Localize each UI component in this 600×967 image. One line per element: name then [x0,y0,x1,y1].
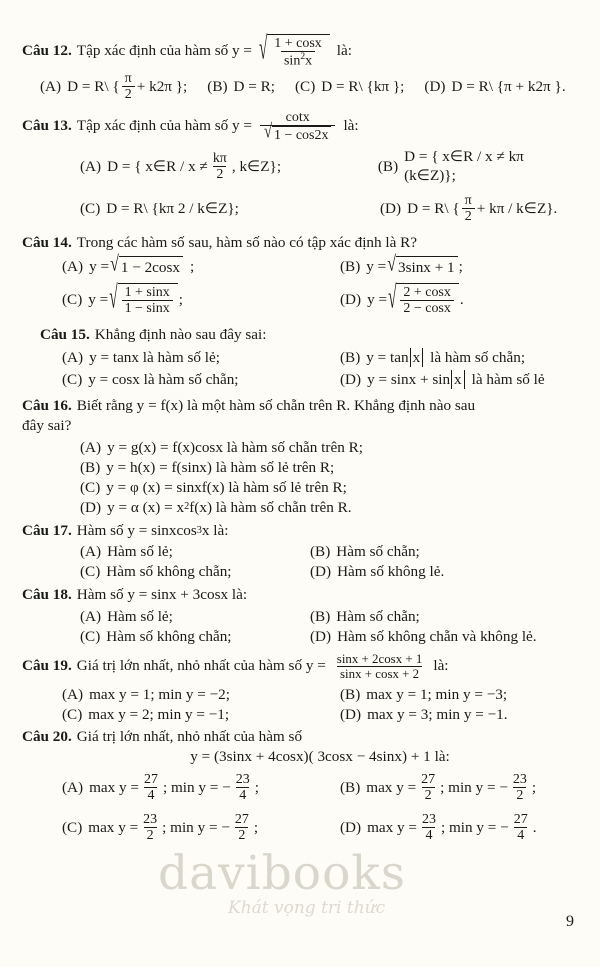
option-c[interactable] [80,478,347,497]
fraction [122,71,135,102]
radical-sign: √ [387,252,396,276]
option-d[interactable] [340,280,464,317]
option-c-pre: y = [88,291,109,309]
option-d[interactable] [340,370,545,389]
option-b-text: D = R; [233,77,275,95]
sqrt-expression [258,31,330,69]
option-a-text: y = g(x) = f(x)cosx là hàm số chẵn trên R; [107,438,363,456]
option-d-text: Hàm số không chẵn và không lẻ. [337,627,537,645]
radicand: 3sinx + 1 [396,256,458,277]
option-d-text: D = R\ {π + k2π }. [451,77,566,95]
sqrt-expression [263,121,332,144]
option-c-post: ; [178,291,183,309]
options-row [22,607,578,626]
radicand: 1 − cos2x [272,126,331,143]
option-a-key: (A) [62,257,84,275]
question-cau14 [22,234,578,316]
option-d-key: (D) [340,370,362,388]
question-cau20 [22,728,578,843]
option-b[interactable] [340,348,525,367]
options-row [22,772,578,803]
option-a-text-post: , k∈Z}; [231,157,282,175]
radicand [267,34,329,69]
fraction [510,772,530,803]
option-b-pre: y = [366,257,387,275]
question-cau12 [22,31,578,102]
option-c[interactable] [62,280,340,317]
option-d-pre: y = [367,291,388,309]
option-b-text: max y = 1; min y = −3; [366,685,508,703]
option-a-text: max y = 1; min y = −2; [89,685,230,703]
options-row [22,348,578,367]
fraction-denominator: 2 [422,787,435,803]
fraction [418,772,438,803]
option-b-text: y = h(x) = f(sinx) là hàm số lẻ trên R; [106,458,335,476]
fraction-denominator: 2 [122,86,135,102]
fraction-denominator: 2 [513,787,526,803]
question-stem [22,522,578,541]
fraction [400,285,453,316]
fraction-numerator: 23 [422,811,436,827]
options-row [22,478,578,497]
fraction-denominator: 4 [236,787,249,803]
page-content [22,31,578,846]
watermark-logo: davibooks [158,846,406,901]
question-number: Câu 17. [22,521,72,539]
question-tail: là: [433,657,449,675]
fraction-numerator: π [464,193,472,209]
option-d-text-post: + kπ / k∈Z}. [476,200,558,218]
option-b-post: ; [458,257,463,275]
fraction-numerator: cotx [285,110,310,126]
option-b-post: là hàm số chẵn; [430,348,526,366]
question-number: Câu 16. [22,396,72,414]
question-text: Trong các hàm số sau, hàm số nào có tập xác định là R? [76,234,418,252]
question-exponent: 3 [196,524,202,536]
fraction [233,772,253,803]
fraction-numerator: kπ [212,150,227,166]
fraction [462,193,475,224]
option-b[interactable] [340,252,463,277]
fraction-denominator: 2 [144,827,157,843]
den-tail: x [305,53,313,69]
question-stem [22,110,578,143]
den-exponent: 2 [300,52,306,63]
option-b-key: (B) [377,157,399,175]
fraction-numerator: 23 [143,811,158,827]
radical-sign: √ [109,280,118,317]
question-text: Tập xác định của hàm số y = [76,117,252,135]
option-a-text: D = R\ { [67,77,120,95]
option-c-key: (C) [80,563,101,581]
option-d[interactable] [340,812,537,843]
question-number: Câu 15. [40,326,90,344]
option-a-text: Hàm số lẻ; [107,543,173,561]
option-a-key: (A) [80,438,102,456]
option-c-text: D = R\ {kπ 2 / k∈Z}; [106,200,239,218]
fraction [141,772,161,803]
question-stem [22,652,578,681]
question-stem [22,586,578,605]
fraction-numerator: 23 [512,772,527,788]
option-d-pre: y = sinx + sin [367,370,451,388]
question-stem-line2 [22,417,578,436]
question-cau17 [22,522,578,582]
option-c-post: ; [253,818,259,836]
option-a-key: (A) [62,779,84,797]
option-d[interactable] [80,498,352,517]
question-cau15 [22,326,578,389]
option-a-text: y = tanx là hàm số lẻ; [89,348,220,366]
sqrt-expression [109,280,177,317]
fraction-denominator [260,121,336,144]
options-row [22,685,578,704]
watermark-tagline: Khát vọng tri thức [228,898,386,918]
options-row [22,438,578,457]
question-text-post: x là: [201,521,229,539]
option-b-text: D = { x∈R / x ≠ kπ (k∈Z)}; [404,148,524,185]
option-d-pre: max y = [367,818,417,836]
options-row [22,542,578,561]
fraction-denominator [281,51,315,69]
option-b[interactable] [310,542,420,561]
fraction [511,812,531,843]
option-c-key: (C) [80,200,101,218]
option-d[interactable] [424,77,565,96]
option-c-pre: max y = [88,818,139,836]
option-d-post: f(x) là hàm số chẵn trên R. [189,498,352,516]
options-row [22,627,578,646]
radical-sign: √ [110,252,119,276]
option-c-text: Hàm số không chẵn; [106,627,232,645]
options-row [22,147,578,185]
page-number: 9 [566,913,574,930]
option-d[interactable] [310,562,444,581]
option-a-key: (A) [80,157,102,175]
option-b-pre: max y = [366,779,417,797]
option-b[interactable] [340,685,507,704]
option-d[interactable] [340,705,508,724]
options-row [22,71,578,102]
fraction [122,285,173,316]
fraction-numerator: 2 + cosx [403,284,451,300]
radical-sign: √ [258,31,268,68]
option-b-pre: y = tan [366,348,409,366]
option-a-pre: y = [89,257,110,275]
question-number: Câu 14. [22,234,72,252]
question-text-2: đây sai? [22,417,72,435]
option-c[interactable] [80,627,310,646]
option-a[interactable] [62,685,340,704]
sqrt-expression [110,252,183,277]
option-d[interactable] [380,193,557,224]
question-tail: là: [343,117,359,135]
options-row [22,705,578,724]
option-d-exponent: 2 [184,500,190,512]
option-d-text: Hàm số không lẻ. [337,563,445,581]
option-b[interactable] [310,607,420,626]
option-b-key: (B) [207,77,228,95]
options-row [22,193,578,224]
option-b-text: Hàm số chẵn; [336,543,420,561]
option-b-key: (B) [340,779,361,797]
option-c[interactable] [295,77,404,96]
option-a[interactable] [40,71,187,102]
fraction-denominator: 4 [144,787,157,803]
sqrt-expression [387,252,457,277]
option-a[interactable] [80,438,363,457]
option-a-tail: + k2π }; [136,77,188,95]
fraction-denominator: 1 − sinx [122,300,173,316]
option-a[interactable] [62,348,340,367]
option-c[interactable] [62,370,340,389]
question-number: Câu 19. [22,657,72,675]
sqrt-expression [388,280,459,317]
option-c[interactable] [62,812,340,843]
option-b[interactable] [207,77,275,96]
fraction-denominator: 2 − cosx [400,300,453,316]
question-text: Khẳng định nào sau đây sai: [94,326,267,344]
question-cau19 [22,652,578,724]
option-b-mid: ; min y = − [440,779,508,797]
options-row [22,252,578,277]
option-a[interactable] [62,772,340,803]
option-a-key: (A) [80,543,102,561]
fraction-denominator: sinx + cosx + 2 [337,666,422,681]
option-c-key: (C) [62,370,83,388]
radicand [396,283,458,316]
radicand [118,283,178,316]
question-cau18 [22,586,578,646]
question-text: Giá trị lớn nhất, nhỏ nhất của hàm số y = [76,657,326,675]
option-a-key: (A) [62,348,84,366]
option-a-pre: max y = [89,779,139,797]
option-c[interactable] [62,705,340,724]
option-a-key: (A) [80,607,102,625]
fraction-numerator: 27 [144,772,158,788]
option-c-key: (C) [295,77,316,95]
absolute-value: x [410,348,424,367]
question-stem [22,31,578,69]
option-b[interactable] [80,458,334,477]
question-text: Tập xác định của hàm số y = [76,42,252,60]
option-b-key: (B) [340,685,361,703]
question-stem [22,234,578,253]
question-text: Hàm số y = sinx + 3cosx là: [76,586,248,604]
option-d-key: (D) [340,705,362,723]
question-text: Biết rằng y = f(x) là một hàm số chẵn trên R. Khẳng định nào sau [76,396,476,414]
option-d-key: (D) [310,627,332,645]
option-c-key: (C) [62,291,83,309]
question-formula: y = (3sinx + 4cosx)( 3cosx − 4sinx) + 1 là: [190,748,450,766]
option-d[interactable] [310,627,537,646]
option-b-text: Hàm số chẵn; [336,607,420,625]
option-c-key: (C) [80,627,101,645]
question-stem [22,728,578,747]
fraction-numerator: 27 [421,772,436,788]
option-d-key: (D) [340,291,362,309]
option-c-text: Hàm số không chẵn; [106,563,232,581]
fraction-numerator: 1 + sinx [124,284,170,300]
question-cau16 [22,397,578,517]
option-b-key: (B) [310,543,331,561]
radicand: 1 − 2cosx [119,256,183,277]
fraction-denominator: 4 [422,827,435,843]
options-row [22,458,578,477]
radical-sign: √ [263,121,273,144]
option-b[interactable] [340,772,536,803]
option-d-key: (D) [424,77,446,95]
option-a-post: ; [254,779,259,797]
option-b[interactable] [378,147,578,185]
option-c-key: (C) [62,818,83,836]
absolute-value: x [451,370,465,389]
option-a-mid: ; min y = − [162,779,231,797]
options-row [22,562,578,581]
option-a[interactable] [80,607,310,626]
option-a-key: (A) [62,685,84,703]
option-d-mid: ; min y = − [440,818,509,836]
option-a[interactable] [80,542,310,561]
option-b-key: (B) [340,257,361,275]
option-d-key: (D) [80,498,102,516]
question-stem [22,397,578,416]
question-cau13 [22,110,578,224]
option-c-mid: ; min y = − [162,818,230,836]
option-d-text-pre: D = R\ { [407,200,460,218]
question-number: Câu 12. [22,42,72,60]
option-b-post: ; [531,779,537,797]
fraction [419,812,439,843]
fraction-denominator: 2 [213,166,226,182]
fraction [232,812,252,843]
question-text-pre: Hàm số y = sinxcos [76,521,197,539]
fraction-denominator: 2 [462,208,475,224]
question-text: Giá trị lớn nhất, nhỏ nhất của hàm số [76,727,303,745]
option-c-key: (C) [80,478,101,496]
question-number: Câu 18. [22,586,72,604]
option-c-key: (C) [62,705,83,723]
option-a[interactable] [62,252,340,277]
fraction-numerator: sinx + 2cosx + 1 [336,650,423,666]
question-number: Câu 20. [22,727,72,745]
question-number: Câu 13. [22,117,72,135]
fraction-numerator: 1 + cosx [274,36,322,51]
option-d-pre: y = α (x) = x [107,498,185,516]
options-row [22,812,578,843]
option-d-post: . [459,291,464,309]
fraction [140,812,160,843]
radical-sign: √ [388,280,397,317]
option-d-post: . [532,818,537,836]
option-c-text: max y = 2; min y = −1; [88,705,230,723]
option-a-key: (A) [40,77,62,95]
fraction-denominator: 2 [235,827,248,843]
option-c[interactable] [80,199,380,218]
question-tail: là: [336,42,352,60]
option-c-text: y = φ (x) = sinxf(x) là hàm số lẻ trên R; [106,478,347,496]
option-d-key: (D) [340,818,362,836]
option-b-key: (B) [340,348,361,366]
options-row [22,498,578,517]
option-d-key: (D) [380,200,402,218]
fraction [334,652,426,681]
fraction [260,110,336,143]
fraction-denominator: 4 [514,827,527,843]
options-row [22,280,578,317]
option-a-text-pre: D = { x∈R / x ≠ [107,157,208,175]
fraction-numerator: 27 [234,811,249,827]
option-d-key: (D) [310,563,332,581]
option-d-post: là hàm số lẻ [471,370,545,388]
option-c-text: y = cosx là hàm số chẵn; [88,370,239,388]
fraction-numerator: 27 [513,811,528,827]
option-c[interactable] [80,562,310,581]
fraction [210,151,230,182]
fraction-numerator: π [124,70,132,86]
options-row [22,370,578,389]
fraction-numerator: 23 [235,772,250,788]
option-a-post: ; [190,257,195,275]
option-b-key: (B) [310,607,331,625]
option-c-text: D = R\ {kπ }; [321,77,405,95]
option-b-key: (B) [80,458,101,476]
den-base: sin [284,53,301,69]
fraction [271,36,324,69]
option-a[interactable] [80,151,378,182]
question-stem [22,326,578,345]
option-a-text: Hàm số lẻ; [107,607,173,625]
option-d-text: max y = 3; min y = −1. [367,705,508,723]
